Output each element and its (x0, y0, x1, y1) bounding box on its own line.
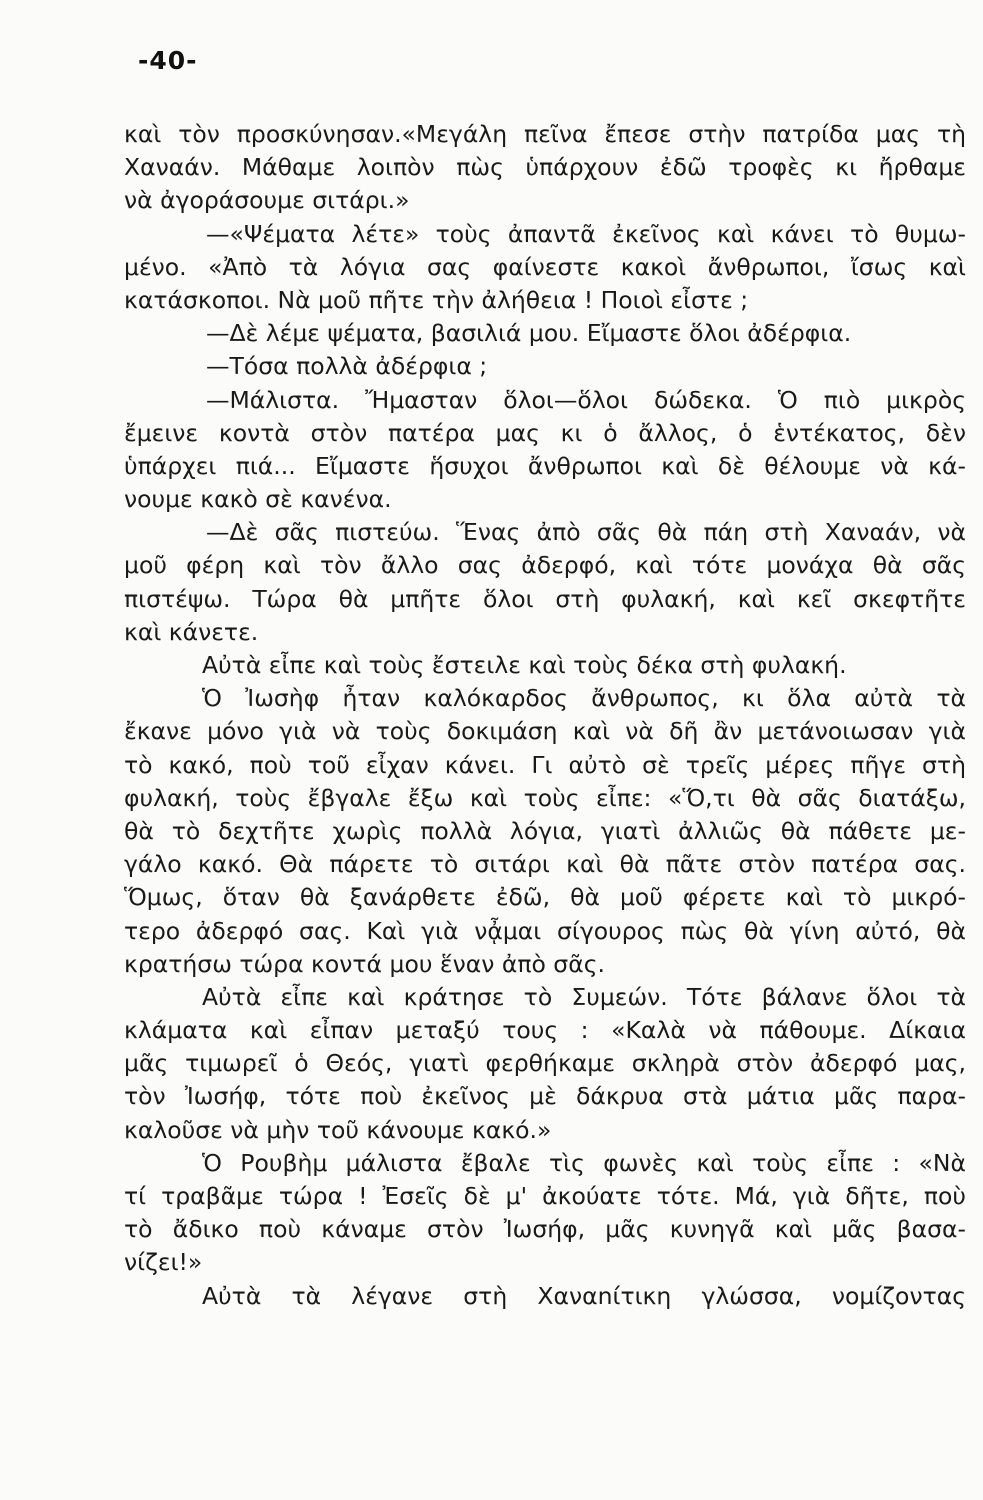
text-line: νὰ ἀγοράσουμε σιτάρι.» (124, 186, 410, 215)
text-line: Αὐτὰ εἶπε καὶ κράτησε τὸ Συμεών. Τότε βάλανε ὅλοι τὰ (202, 982, 966, 1011)
text-line: Ὅμως, ὅταν θὰ ξανάρθετε ἐδῶ, θὰ μοῦ φέρετε καὶ τὸ μικρό- (124, 883, 966, 912)
text-line: κρατήσω τώρα κοντά μου ἕναν ἀπὸ σᾶς. (124, 949, 605, 978)
text-line: μένο. «Ἀπὸ τὰ λόγια σας φαίνεστε κακοὶ ἄνθρωποι, ἴσως καὶ (124, 252, 966, 281)
text-line: νίζει!» (124, 1248, 203, 1277)
text-line: —«Ψέματα λέτε» τοὺς ἀπαντᾶ ἐκεῖνος καὶ κάνει τὸ θυμω- (206, 219, 966, 248)
text-line: —Δὲ λέμε ψέματα, βασιλιά μου. Εἴμαστε ὅλοι ἀδέρφια. (206, 319, 852, 348)
text-line: ἔμεινε κοντὰ στὸν πατέρα μας κι ὁ ἄλλος, ὁ ἑντέκατος, δὲν (124, 418, 966, 447)
text-line: πιστέψω. Τώρα θὰ μπῆτε ὅλοι στὴ φυλακή, καὶ κεῖ σκεφτῆτε (124, 584, 966, 613)
text-line: τὸ κακό, ποὺ τοῦ εἶχαν κάνει. Γι αὐτὸ σὲ τρεῖς μέρες πῆγε στὴ (124, 750, 966, 779)
text-line: Αὐτὰ τὰ λέγανε στὴ Χαναnίτικη γλώσσα, νομίζοντας (202, 1281, 966, 1310)
text-line: Ὁ Ἰωσὴφ ἦταν καλόκαρδος ἄνθρωπος, κι ὅλα αὐτὰ τὰ (202, 684, 966, 713)
text-line: Αὐτὰ εἶπε καὶ τοὺς ἔστειλε καὶ τοὺς δέκα στὴ φυλακή. (202, 651, 847, 679)
text-line: Χαναάν. Μάθαμε λοιπὸν πὼς ὑπάρχουν ἐδῶ τροφὲς κι ἤρθαμε (124, 153, 966, 182)
body-text (124, 118, 966, 1313)
text-line: καλοῦσε νὰ μὴν τοῦ κάνουμε κακό.» (124, 1115, 552, 1144)
text-line: —Μάλιστα. Ἤμασταν ὅλοι—ὅλοι δώδεκα. Ὁ πιὸ μικρὸς (206, 385, 966, 414)
text-line: τί τραβᾶμε τώρα ! Ἐσεῖς δὲ μ' ἀκούατε τότε. Μά, γιὰ δῆτε, ποὺ (124, 1182, 966, 1210)
text-line: —Τόσα πολλὰ ἀδέρφια ; (206, 352, 488, 381)
text-line: κατάσκοποι. Νὰ μοῦ πῆτε τὴν ἀλήθεια ! Ποιοὶ εἶστε ; (124, 285, 749, 314)
text-line: γάλο κακό. Θὰ πάρετε τὸ σιτάρι καὶ θὰ πᾶτε στὸν πατέρα σας. (124, 850, 966, 879)
text-line: κλάματα καὶ εἶπαν μεταξύ τους : «Καλὰ νὰ πάθουμε. Δίκαια (124, 1016, 966, 1045)
text-line: τὸν Ἰωσήφ, τότε ποὺ ἐκεῖνος μὲ δάκρυα στὰ μάτια μᾶς παρα- (124, 1082, 966, 1111)
text-line: νουμε κακὸ σὲ κανένα. (124, 485, 392, 514)
text-line: —Δὲ σᾶς πιστεύω. Ἕνας ἀπὸ σᾶς θὰ πάη στὴ Χαναάν, νὰ (206, 518, 966, 547)
text-line: φυλακή, τοὺς ἔβγαλε ἔξω καὶ τοὺς εἶπε: «Ὅ,τι θὰ σᾶς διατάξω, (124, 783, 966, 812)
text-line: μοῦ φέρη καὶ τὸν ἄλλο σας ἀδερφό, καὶ τότε μονάχα θὰ σᾶς (124, 551, 966, 580)
page-number: -40- (138, 46, 198, 75)
text-line: θὰ τὸ δεχτῆτε χωρὶς πολλὰ λόγια, γιατὶ ἀλλιῶς θὰ πάθετε με- (124, 816, 966, 845)
text-line: ἔκανε μόνο γιὰ νὰ τοὺς δοκιμάση καὶ νὰ δῆ ἂν μετάνοιωσαν γιὰ (124, 717, 966, 746)
text-line: τὸ ἄδικο ποὺ κάναμε στὸν Ἰωσήφ, μᾶς κυνηγᾶ καὶ μᾶς βασα- (124, 1215, 966, 1244)
text-line: καὶ κάνετε. (124, 617, 259, 646)
text-line: καὶ τὸν προσκύνησαν.«Μεγάλη πεῖνα ἔπεσε στὴν πατρίδα μας τὴ (124, 120, 966, 148)
text-line: ὑπάρχει πιά... Εἴμαστε ἥσυχοι ἄνθρωποι καὶ δὲ θέλουμε νὰ κά- (124, 451, 966, 480)
text-line: μᾶς τιμωρεῖ ὁ Θεός, γιατὶ φερθήκαμε σκληρὰ στὸν ἀδερφό μας, (124, 1049, 966, 1078)
text-line: τερο ἀδερφό σας. Καὶ γιὰ νᾆμαι σίγουρος πὼς θὰ γίνη αὐτό, θὰ (124, 916, 966, 945)
text-line: Ὁ Ρουβὴμ μάλιστα ἔβαλε τὶς φωνὲς καὶ τοὺς εἶπε : «Νὰ (202, 1148, 966, 1177)
